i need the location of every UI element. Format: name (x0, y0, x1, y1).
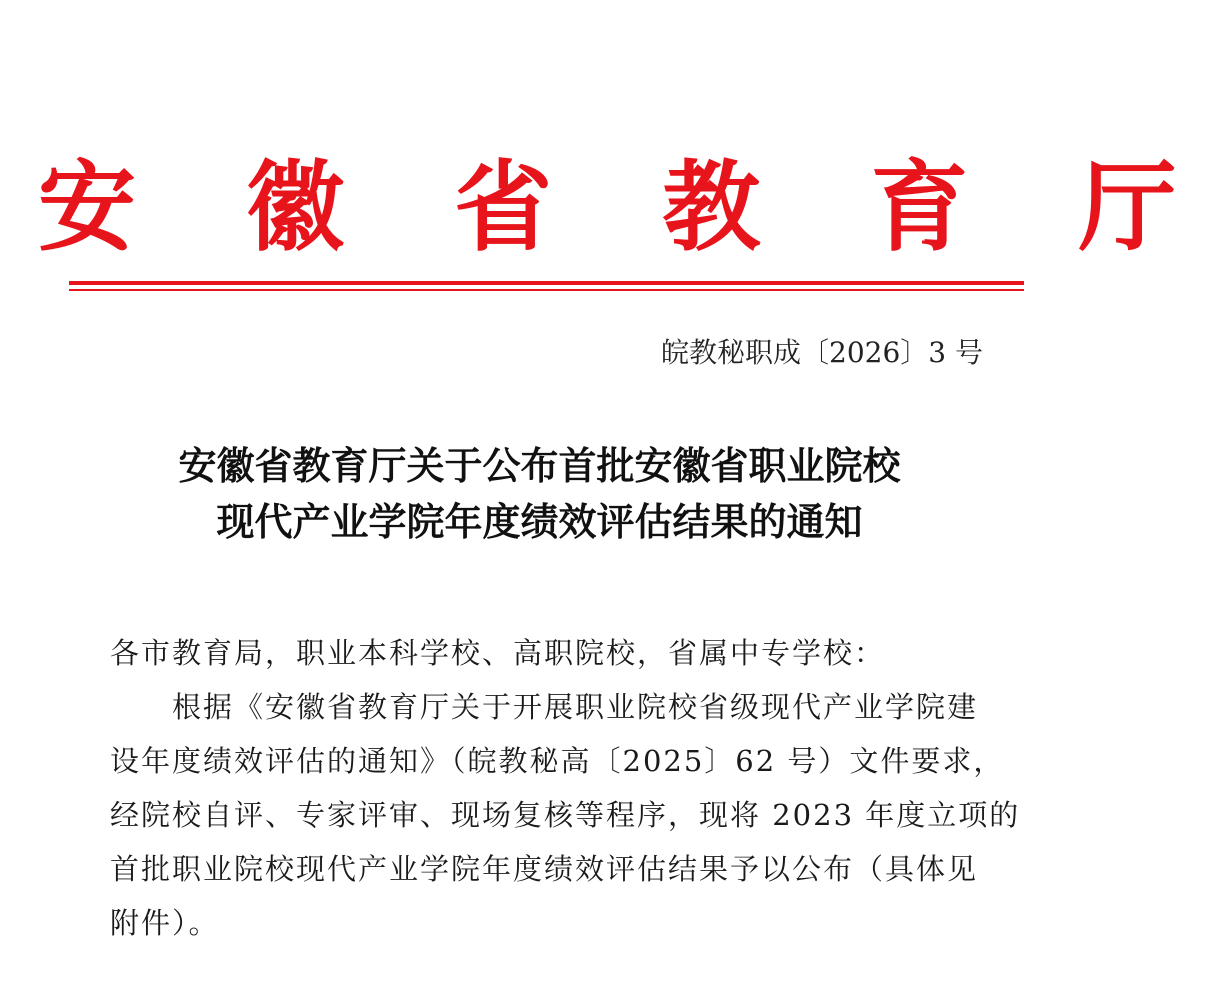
document-body (110, 626, 1021, 950)
body-line: 根据《安徽省教育厅关于开展职业院校省级现代产业学院建 (172, 690, 979, 724)
document-title (0, 438, 1079, 550)
document-title-line-2: 现代产业学院年度绩效评估结果的通知 (216, 499, 863, 544)
red-header-rule-thick (69, 281, 1024, 285)
document-number: 皖教秘职成〔2026〕3 号 (661, 336, 983, 369)
body-line: 经院校自评、专家评审、现场复核等程序，现将 2023 年度立项的 (110, 798, 1021, 832)
issuing-authority-header: 安 徽 省 教 育 厅 (38, 151, 1215, 265)
document-title-line-1: 安徽省教育厅关于公布首批安徽省职业院校 (178, 443, 901, 488)
red-header-rule-thin (69, 289, 1024, 291)
body-line: 设年度绩效评估的通知》（皖教秘高〔2025〕62 号）文件要求， (110, 744, 1005, 778)
salutation: 各市教育局，职业本科学校、高职院校，省属中专学校： (110, 636, 886, 670)
body-line: 首批职业院校现代产业学院年度绩效评估结果予以公布（具体见 (110, 852, 979, 886)
body-line: 附件）。 (110, 906, 220, 940)
